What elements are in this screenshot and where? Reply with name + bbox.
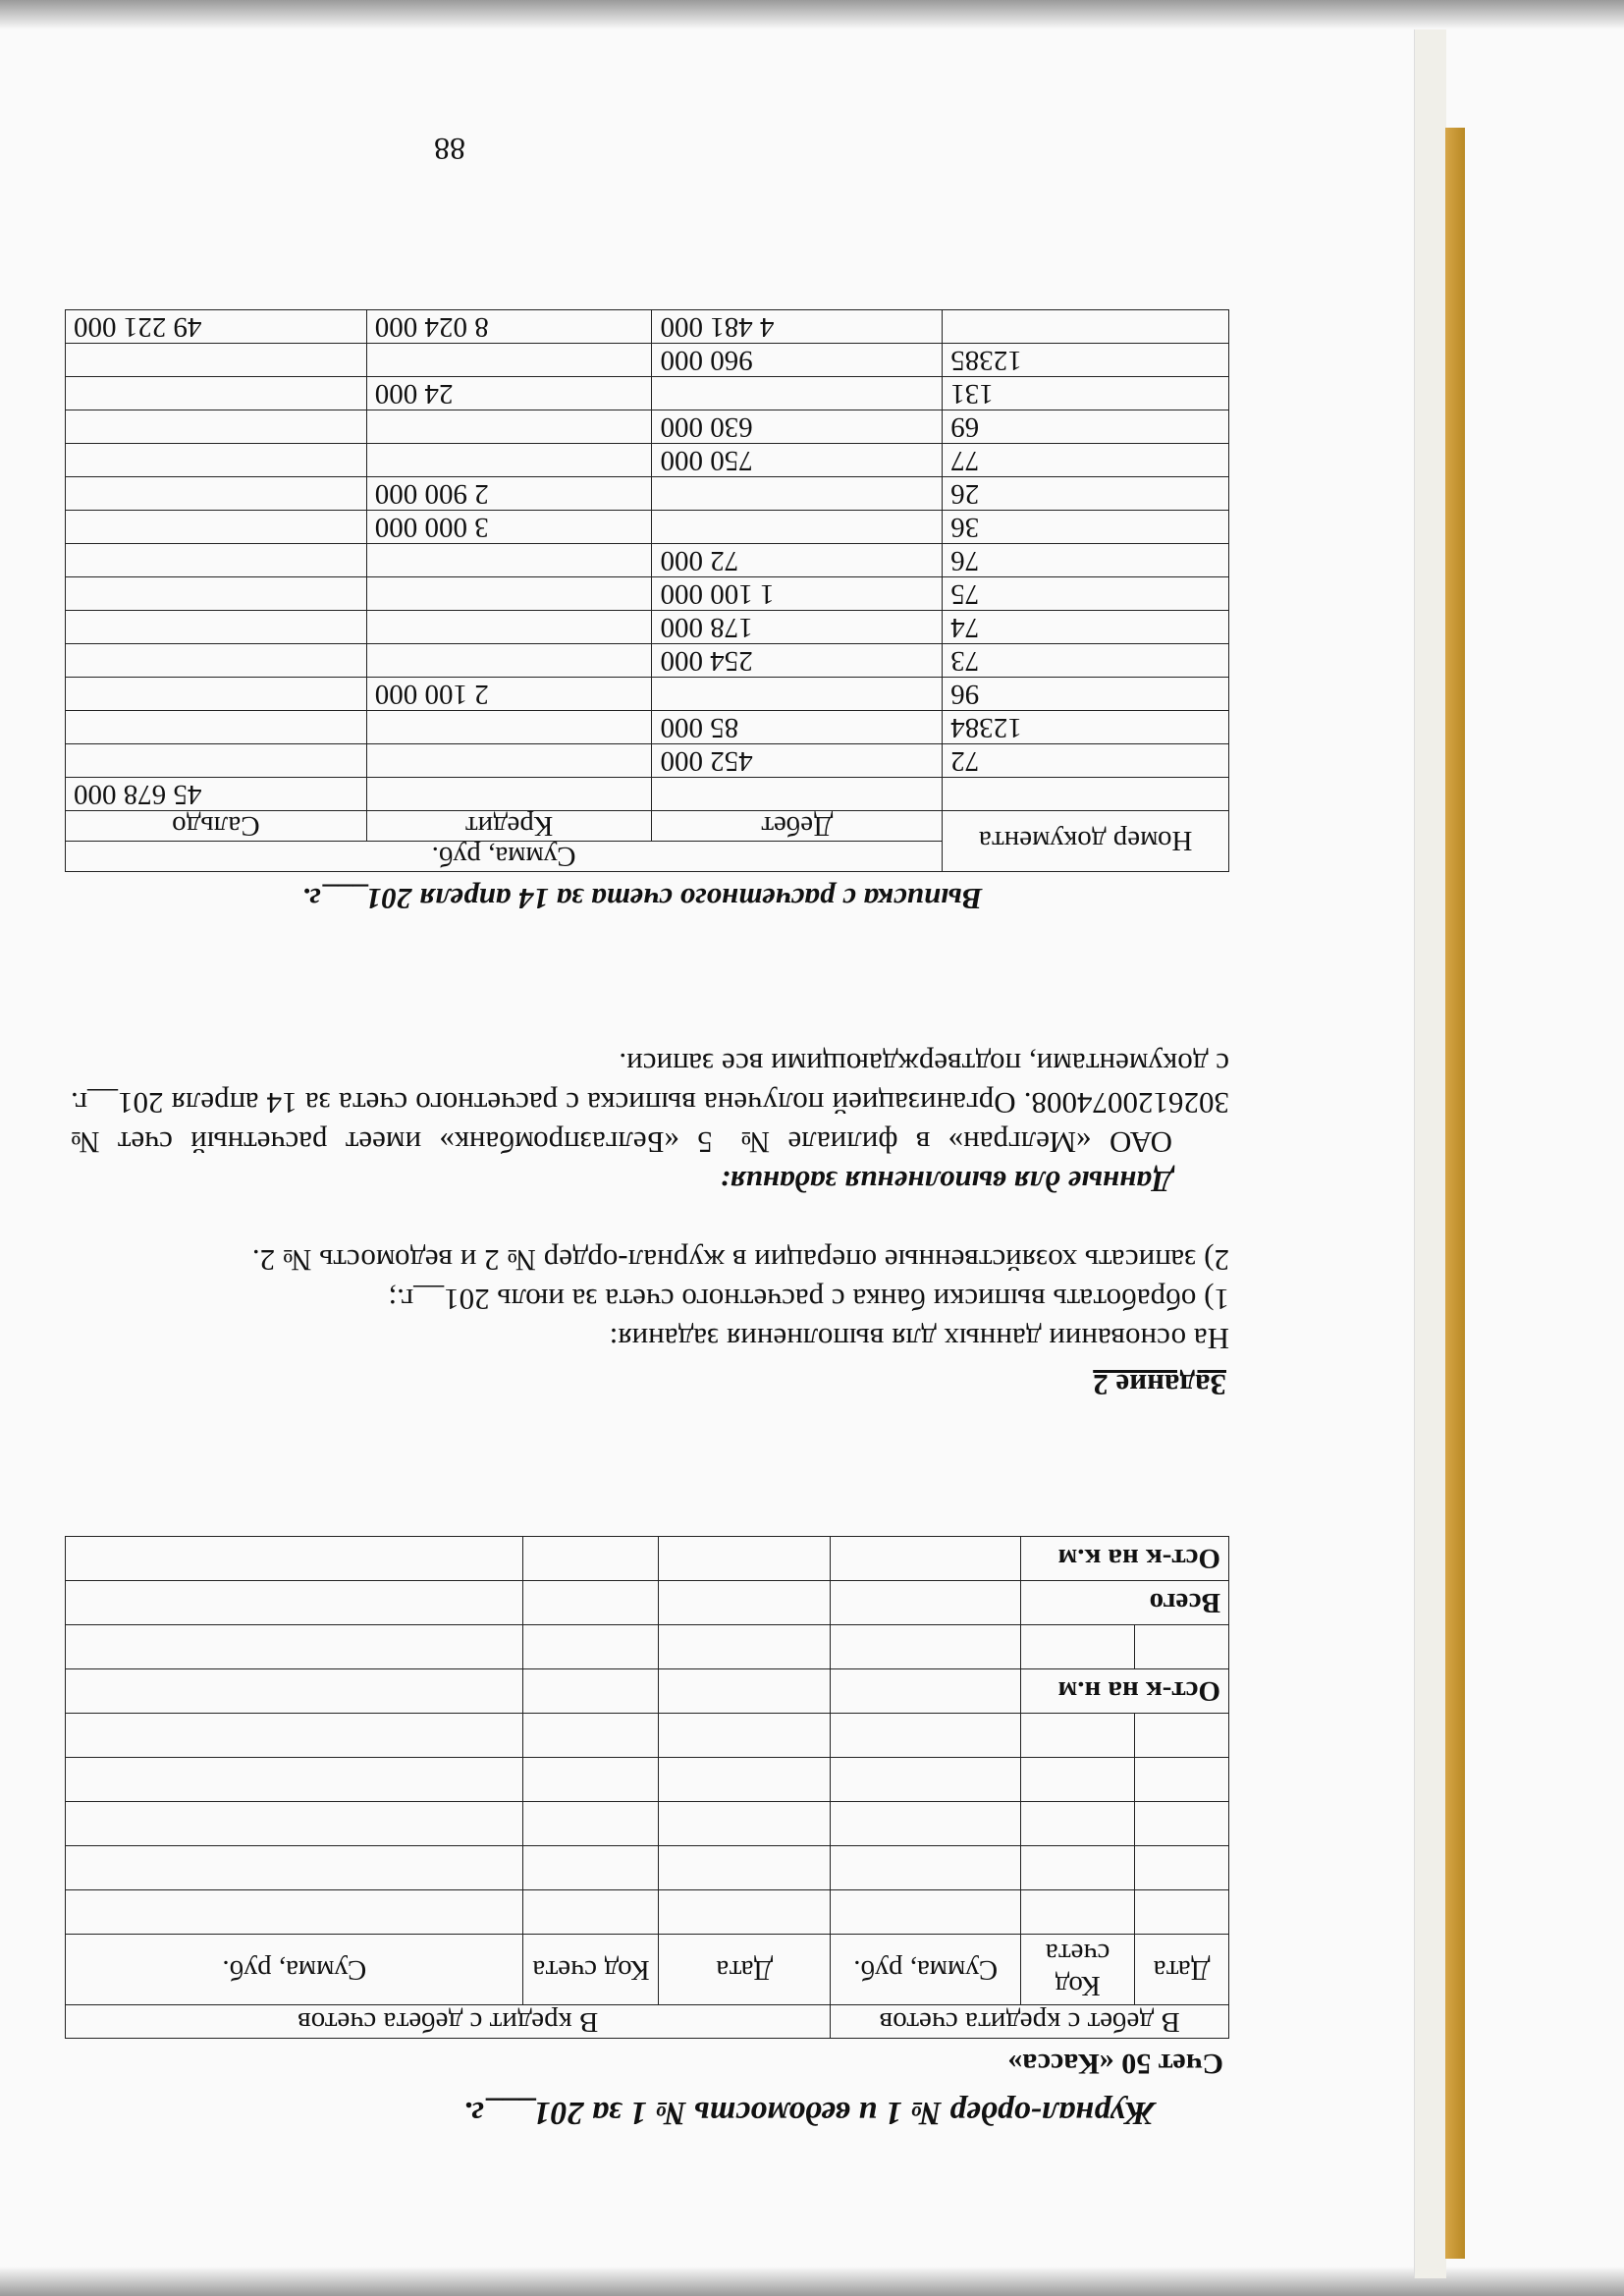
credit-amount [366,744,652,778]
credit-amount [366,577,652,611]
balance-header: Сальдо [66,811,367,842]
statement-row [66,344,1229,377]
doc-number: 36 [943,511,1229,544]
task2-data-text: ОАО «Мелгран» в филиале № 5 «Белгазпромбанк» имеет расчетный счет № 3026120074008. Организацией получена выписка с расчетного счета за 14 апреля 201__г. с документами, подтверждающими все записи. [71,1047,1229,1160]
debit-code-header: Код счета [1021,1935,1135,2005]
debit-amount [652,477,943,511]
doc-number: 76 [943,544,1229,577]
credit-amount: 3 000 000 [366,511,652,544]
doc-number: 74 [943,611,1229,644]
bank-statement-table [65,309,1229,872]
statement-row [66,611,1229,644]
statement-row [66,410,1229,444]
doc-number-header: Номер документа [943,811,1229,872]
statement-row [66,744,1229,778]
opening-balance-value: 45 678 000 [66,778,367,811]
statement-row [66,544,1229,577]
journal-closing-balance-row [66,1537,1229,1581]
page-number: 88 [434,132,465,167]
statement-row [66,477,1229,511]
debit-amount: 630 000 [652,410,943,444]
journal-header-row-1 [66,2005,1229,2039]
statement-opening-row [66,778,1229,811]
doc-number: 12385 [943,344,1229,377]
credit-amount: 2 900 000 [366,477,652,511]
doc-number: 72 [943,744,1229,778]
credit-amount [366,644,652,678]
doc-number: 26 [943,477,1229,511]
doc-number: 131 [943,377,1229,410]
credit-code-header: Код счета [523,1935,659,2005]
debit-date-header: Дата [1135,1935,1229,2005]
task2-data-heading: Данные для выполнения задания: [720,1165,1172,1199]
statement-title: Выписка с расчетного счета за 14 апреля 201___г. [301,882,983,916]
credit-amount [366,711,652,744]
credit-amount [366,410,652,444]
journal-empty-row [66,1890,1229,1935]
journal-empty-row [66,1846,1229,1890]
statement-row [66,577,1229,611]
closing-balance-value: 49 221 000 [66,310,367,344]
doc-number: 75 [943,577,1229,611]
statement-row [66,644,1229,678]
task2-item2: 2) записать хозяйственные операции в журнал-ордер № 2 и ведомость № 2. [251,1243,1229,1278]
debit-amount: 72 000 [652,544,943,577]
account-title: Счет 50 «Касса» [1007,2048,1223,2080]
journal-total-row [66,1581,1229,1625]
credit-date-header: Дата [659,1935,831,2005]
credit-amount [366,444,652,477]
task2-intro: На основании данных для выполнения задания: [609,1322,1229,1356]
statement-header-row-1 [66,842,1229,872]
journal-empty-row [66,1758,1229,1802]
statement-totals-row [66,310,1229,344]
statement-row [66,678,1229,711]
credit-amount [366,544,652,577]
statement-row [66,711,1229,744]
debit-amount: 452 000 [652,744,943,778]
credit-group-header: В кредит с дебета счетов [66,2005,831,2039]
doc-number: 12384 [943,711,1229,744]
debit-amount: 1 100 000 [652,577,943,611]
journal-empty-row [66,1625,1229,1669]
journal-empty-row [66,1802,1229,1846]
journal-header-row-2 [66,1935,1229,2005]
doc-number: 73 [943,644,1229,678]
credit-amount [366,344,652,377]
debit-group-header: В дебет с кредита счетов [831,2005,1229,2039]
total-label: Всего [1021,1581,1229,1625]
debit-header: Дебет [652,811,943,842]
journal-empty-row [66,1714,1229,1758]
statement-row [66,511,1229,544]
doc-number: 77 [943,444,1229,477]
debit-amount [652,377,943,410]
sum-group-header: Сумма, руб. [66,842,943,872]
journal-order-table [65,1536,1229,2039]
doc-number: 96 [943,678,1229,711]
credit-amount [366,611,652,644]
debit-amount: 750 000 [652,444,943,477]
credit-header: Кредит [366,811,652,842]
debit-amount: 85 000 [652,711,943,744]
journal-title: Журнал-ордер № 1 и ведомость № 1 за 201___г. [463,2095,1155,2131]
statement-row [66,377,1229,410]
credit-amount: 24 000 [366,377,652,410]
credit-amount: 2 100 000 [366,678,652,711]
task2-title: Задание 2 [1093,1368,1226,1402]
total-debit: 4 481 000 [652,310,943,344]
debit-amount [652,678,943,711]
opening-balance-label: Ост-к на н.м [1021,1669,1229,1714]
journal-opening-balance-row [66,1669,1229,1714]
debit-amount: 178 000 [652,611,943,644]
total-credit: 8 024 000 [366,310,652,344]
debit-amount [652,511,943,544]
doc-number: 69 [943,410,1229,444]
debit-amount: 960 000 [652,344,943,377]
task2-item1: 1) обработать выписки банка с расчетного счета за июль 201__г.; [388,1283,1229,1317]
debit-amount: 254 000 [652,644,943,678]
debit-sum-header: Сумма, руб. [831,1935,1021,2005]
credit-sum-header: Сумма, руб. [66,1935,524,2005]
closing-balance-label: Ост-к на к.м [1021,1537,1229,1581]
statement-row [66,444,1229,477]
